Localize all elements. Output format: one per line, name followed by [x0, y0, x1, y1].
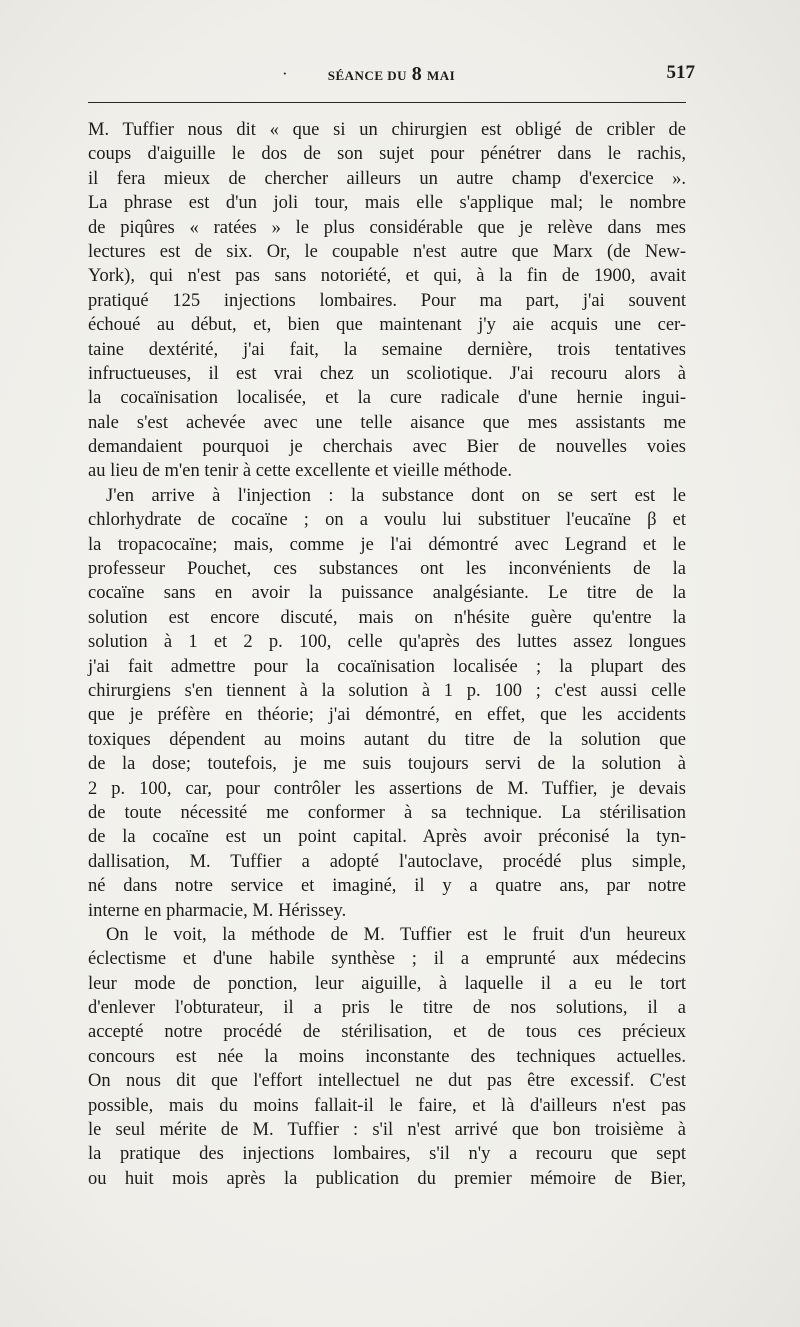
text-line: professeur Pouchet, ces substances ont les inconvénients de la — [88, 559, 686, 580]
text-line: taine dextérité, j'ai fait, la semaine dernière, trois tentatives — [88, 339, 686, 360]
text-line: coups d'aiguille le dos de son sujet pour pénétrer dans le rachis, — [88, 144, 686, 165]
text-line: d'enlever l'obturateur, il a pris le titre de nos solutions, il a — [88, 998, 686, 1019]
text-line: de la cocaïne est un point capital. Après avoir préconisé la tyn- — [88, 827, 686, 848]
text-line: accepté notre procédé de stérilisation, et de tous ces précieux — [88, 1022, 686, 1043]
text-line: La phrase est d'un joli tour, mais elle s'applique mal; le nombre — [88, 193, 686, 214]
text-line: dallisation, M. Tuffier a adopté l'autoclave, procédé plus simple, — [88, 851, 686, 872]
text-line: j'ai fait admettre pour la cocaïnisation localisée ; la plupart des — [88, 656, 686, 677]
text-line: au lieu de m'en tenir à cette excellente et vieille méthode. — [88, 461, 513, 482]
page-number: 517 — [666, 62, 695, 83]
text-line: la pratique des injections lombaires, s'il n'y a recouru que sept — [88, 1144, 686, 1165]
text-line: pratiqué 125 injections lombaires. Pour ma part, j'ai souvent — [88, 290, 686, 311]
text-line: la cocaïnisation localisée, et la cure radicale d'une hernie ingui- — [88, 388, 686, 409]
text-line: de piqûres « ratées » le plus considérable que je relève dans mes — [88, 217, 686, 238]
text-line: On nous dit que l'effort intellectuel ne dut pas être excessif. C'est — [88, 1071, 686, 1092]
text-line: interne en pharmacie, M. Hérissey. — [88, 900, 347, 921]
header-title-prefix: SÉANCE DU — [327, 68, 408, 83]
text-line: éclectisme et d'une habile synthèse ; il a emprunté aux médecins — [88, 949, 686, 970]
text-line: M. Tuffier nous dit « que si un chirurgien est obligé de cribler de — [88, 120, 686, 140]
text-line: leur mode de ponction, leur aiguille, à laquelle il a eu le tort — [88, 973, 686, 994]
body-text — [88, 118, 686, 1191]
text-line: cocaïne sans en avoir la puissance analgésiante. Le titre de la — [88, 583, 686, 604]
text-line: lectures est de six. Or, le coupable n'est autre que Marx (de New- — [88, 241, 686, 262]
text-line: chlorhydrate de cocaïne ; on a voulu lui substituer l'eucaïne β et — [88, 510, 686, 531]
header-title-day: 8 — [411, 63, 423, 85]
text-line: nale s'est achevée avec une telle aisance que mes assistants me — [88, 412, 686, 433]
running-header — [88, 62, 695, 86]
text-line: infructueuses, il est vrai chez un scoliotique. J'ai recouru alors à — [88, 363, 686, 384]
text-line: On le voit, la méthode de M. Tuffier est le fruit d'un heureux — [106, 924, 686, 945]
text-line: demandaient pourquoi je cherchais avec Bier de nouvelles voies — [88, 437, 686, 458]
header-title-month: MAI — [427, 68, 456, 83]
text-line: le seul mérite de M. Tuffier : s'il n'est arrivé que bon troisième à — [88, 1120, 686, 1141]
text-line: il fera mieux de chercher ailleurs un autre champ d'exercice ». — [88, 168, 686, 189]
text-line: échoué au début, et, bien que maintenant j'y aie acquis une cer- — [88, 315, 686, 336]
text-line: toxiques dépendent au moins autant du titre de la solution que — [88, 729, 686, 750]
text-line: concours est née la moins inconstante des techniques actuelles. — [88, 1046, 686, 1067]
text-line: York), qui n'est pas sans notoriété, et qui, à la fin de 1900, avait — [88, 266, 686, 287]
text-line: la tropacocaïne; mais, comme je l'ai démontré avec Legrand et le — [88, 534, 686, 555]
text-line: possible, mais du moins fallait-il le faire, et là d'ailleurs n'est pas — [88, 1095, 686, 1116]
text-line: solution est encore discuté, mais on n'hésite guère qu'entre la — [88, 607, 686, 628]
text-line: 2 p. 100, car, pour contrôler les assertions de M. Tuffier, je devais — [88, 778, 686, 799]
header-dot: · — [282, 64, 288, 83]
text-line: J'en arrive à l'injection : la substance dont on se sert est le — [106, 485, 686, 506]
text-line: ou huit mois après la publication du premier mémoire de Bier, — [88, 1168, 686, 1189]
text-line: solution à 1 et 2 p. 100, celle qu'après des luttes assez longues — [88, 632, 686, 653]
header-title — [88, 63, 695, 86]
text-line: né dans notre service et imaginé, il y a quatre ans, par notre — [88, 876, 686, 897]
text-line: chirurgiens s'en tiennent à la solution à 1 p. 100 ; c'est aussi celle — [88, 680, 686, 701]
text-line: de toute nécessité me conformer à sa technique. La stérilisation — [88, 802, 686, 823]
text-line: que je préfère en théorie; j'ai démontré, en effet, que les accidents — [88, 705, 686, 726]
text-line: de la dose; toutefois, je me suis toujours servi de la solution à — [88, 754, 686, 775]
header-rule — [88, 102, 686, 103]
